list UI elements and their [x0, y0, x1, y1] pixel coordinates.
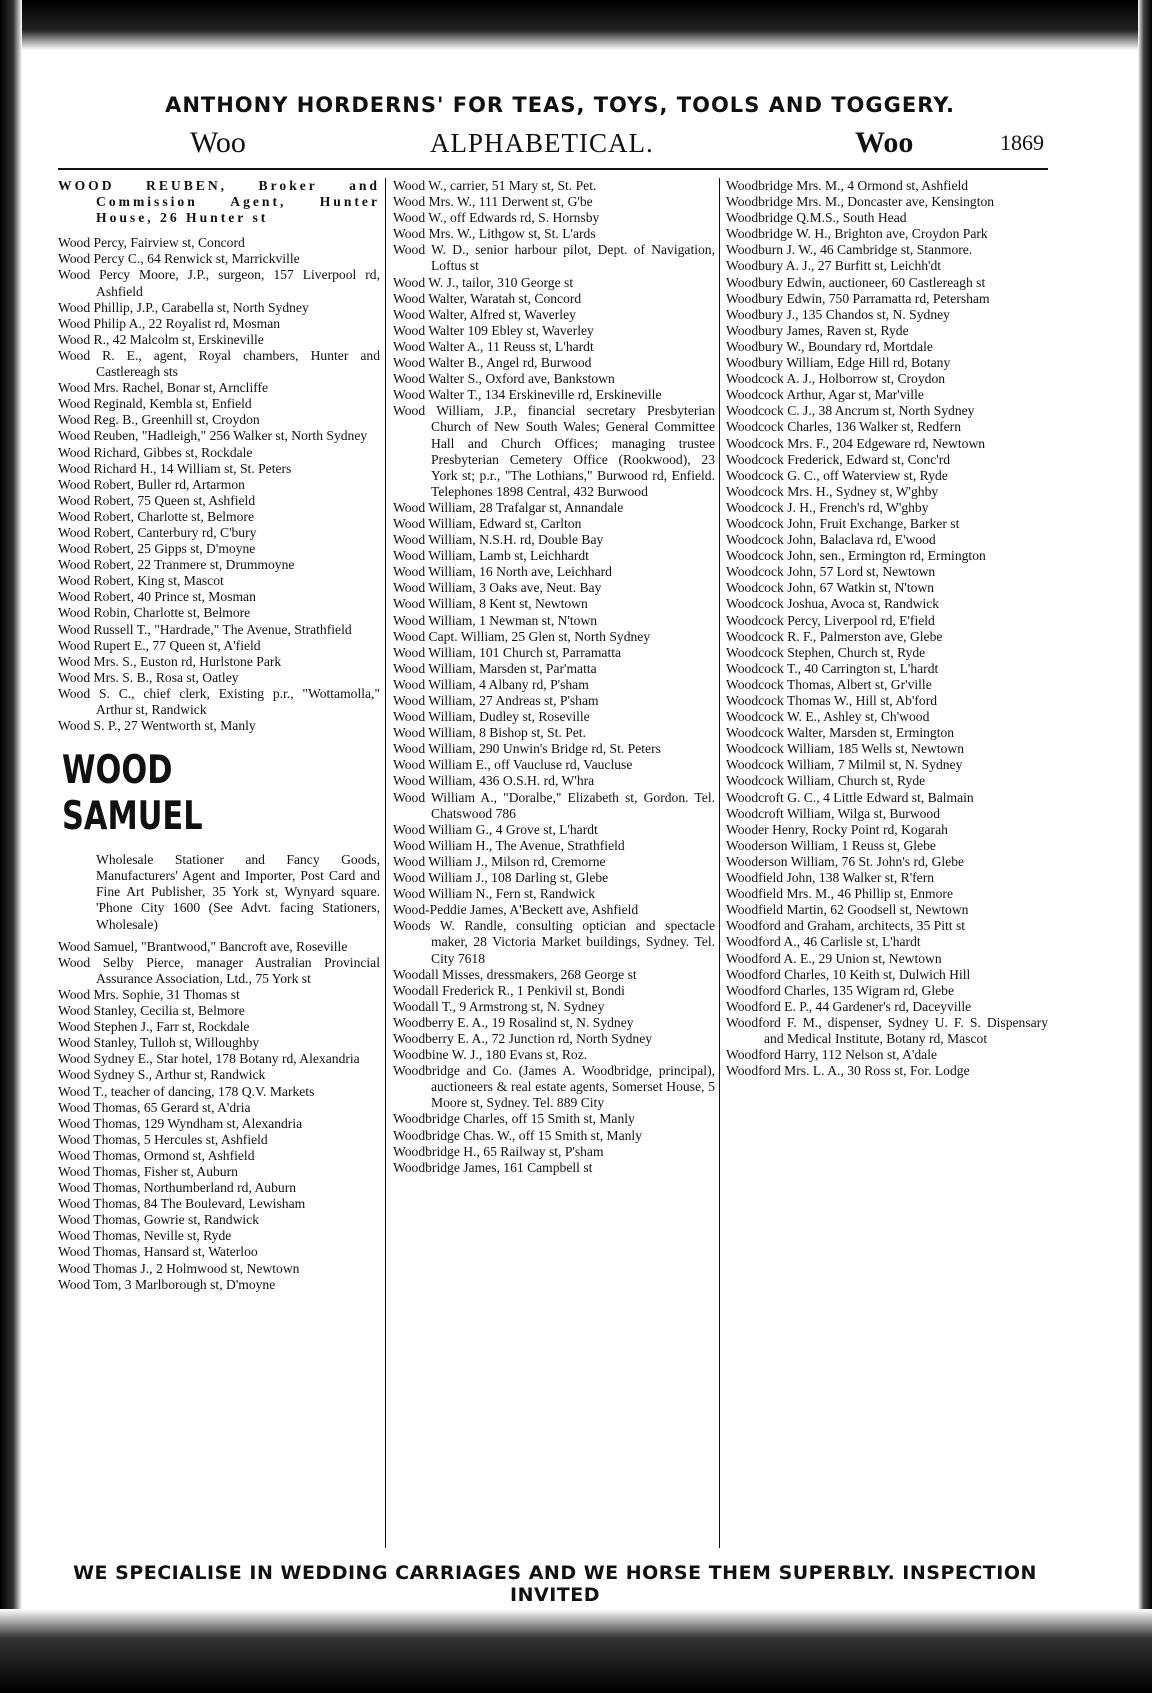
directory-entry: Wood William J., 108 Darling st, Glebe	[393, 870, 609, 886]
directory-entry: Woodcock Arthur, Agar st, Mar'ville	[726, 387, 924, 403]
directory-entry: Wood Thomas, Hansard st, Waterloo	[58, 1244, 258, 1260]
directory-entry: Wood William, Dudley st, Roseville	[393, 709, 590, 725]
directory-columns	[58, 178, 1048, 1553]
directory-entry: Woodcock A. J., Holborrow st, Croydon	[726, 371, 946, 387]
directory-entry: Wood Thomas, 5 Hercules st, Ashfield	[58, 1131, 268, 1147]
directory-entry: Wood William, 101 Church st, Parramatta	[393, 644, 622, 660]
page-number: 1869	[1000, 130, 1044, 155]
directory-entry: Woodford Charles, 135 Wigram rd, Glebe	[726, 982, 955, 998]
directory-entry: Wood William, J.P., financial secretary Presbyterian Church of New South Wales; General Committee Hall and Church Offices; managing trustee Presbyterian Cemetery Office (Rookwood), 23 York st; p.r., "The Lothians," Burwood rd, Enfield. Telephones 1898 Central, 432 Burwood	[393, 403, 715, 499]
directory-entry: Woodcock William, 185 Wells st, Newtown	[726, 741, 965, 757]
directory-entry: Wood William, Lamb st, Leichhardt	[393, 548, 589, 564]
directory-entry: Wood Mrs. Sophie, 31 Thomas st	[58, 986, 240, 1002]
directory-entry: Wood Selby Pierce, manager Australian Provincial Assurance Association, Ltd., 75 York st	[58, 954, 380, 986]
directory-entry: Woodbury A. J., 27 Burfitt st, Leichh'dt	[726, 258, 942, 274]
directory-entry: Wood Robert, 25 Gipps st, D'moyne	[58, 541, 256, 557]
directory-entry: Woodcock T., 40 Carrington st, L'hardt	[726, 660, 939, 676]
directory-entry: Wood William N., Fern st, Randwick	[393, 886, 595, 902]
guide-word-right: Woo	[855, 126, 914, 159]
directory-entry: Woodcock Walter, Marsden st, Ermington	[726, 725, 955, 741]
directory-entry: Wood Walter, Waratah st, Concord	[393, 290, 582, 306]
directory-entry: Wood Percy C., 64 Renwick st, Marrickville	[58, 251, 300, 267]
directory-entry: Wood Thomas, 129 Wyndham st, Alexandria	[58, 1115, 303, 1131]
directory-entry: Woodbridge Q.M.S., South Head	[726, 210, 907, 226]
directory-entry: Woodcock Mrs. F., 204 Edgeware rd, Newtown	[726, 435, 986, 451]
directory-entry: Wood-Peddie James, A'Beckett ave, Ashfield	[393, 902, 639, 918]
scan-edge-top	[0, 0, 1152, 50]
directory-entry: Wood Reuben, "Hadleigh," 256 Walker st, North Sydney	[58, 428, 368, 444]
directory-entry: Wood Capt. William, 25 Glen st, North Sydney	[393, 628, 651, 644]
directory-entry: Wood Richard H., 14 William st, St. Peters	[58, 460, 292, 476]
column-divider	[719, 178, 720, 1548]
directory-entry: Wood William, 290 Unwin's Bridge rd, St. Peters	[393, 741, 661, 757]
directory-entry: Wood Thomas, Neville st, Ryde	[58, 1228, 232, 1244]
directory-entry: Wood Percy Moore, J.P., surgeon, 157 Liverpool rd, Ashfield	[58, 267, 380, 299]
section-title: ALPHABETICAL.	[430, 128, 654, 158]
directory-entry: Wood William, 1 Newman st, N'town	[393, 612, 598, 628]
directory-entry: Woodbridge Mrs. M., 4 Ormond st, Ashfield	[726, 178, 969, 193]
directory-entry: Wood William A., "Doralbe," Elizabeth st, Gordon. Tel. Chatswood 786	[393, 789, 715, 821]
directory-entry: Wood William, Edward st, Carlton	[393, 515, 582, 531]
directory-entry: Wood Robert, 75 Queen st, Ashfield	[58, 492, 256, 508]
directory-entry: Wood Thomas, 65 Gerard st, A'dria	[58, 1099, 251, 1115]
directory-entry: Wood William, Marsden st, Par'matta	[393, 660, 597, 676]
directory-entry: Woodcock G. C., off Waterview st, Ryde	[726, 467, 948, 483]
directory-entry: Woodcock Mrs. H., Sydney st, W'ghby	[726, 483, 939, 499]
directory-entry: Woodcock Charles, 136 Walker st, Redfern	[726, 419, 962, 435]
directory-entry: Wood Thomas J., 2 Holmwood st, Newtown	[58, 1260, 300, 1276]
directory-entry: Woodbridge Charles, off 15 Smith st, Manly	[393, 1111, 635, 1127]
directory-entry: Woodcroft William, Wilga st, Burwood	[726, 805, 941, 821]
directory-entry: Wood Robert, 40 Prince st, Mosman	[58, 589, 256, 605]
directory-entry: Wood Robert, King st, Mascot	[58, 573, 224, 589]
directory-entry: Wood Sydney S., Arthur st, Randwick	[58, 1067, 266, 1083]
directory-entry: Wood Robert, Charlotte st, Belmore	[58, 508, 254, 524]
directory-entry: Woodford E. P., 44 Gardener's rd, Daceyville	[726, 998, 972, 1014]
directory-entry: Woodbridge W. H., Brighton ave, Croydon Park	[726, 226, 988, 242]
directory-entry: Wood William, 28 Trafalgar st, Annandale	[393, 499, 624, 515]
directory-entry: Woodford Charles, 10 Keith st, Dulwich Hill	[726, 966, 971, 982]
directory-entry: Woodford F. M., dispenser, Sydney U. F. S. Dispensary and Medical Institute, Botany rd, Mascot	[726, 1014, 1048, 1046]
directory-entry: Wood T., teacher of dancing, 178 Q.V. Markets	[58, 1083, 315, 1099]
directory-entry: Woodburn J. W., 46 Cambridge st, Stanmore.	[726, 242, 973, 258]
directory-entry: Woodcock William, 7 Milmil st, N. Sydney	[726, 757, 963, 773]
directory-entry: Wood Mrs. S. B., Rosa st, Oatley	[58, 669, 239, 685]
directory-entry: Woodbridge H., 65 Railway st, P'sham	[393, 1143, 604, 1159]
directory-entry: Woodall Misses, dressmakers, 268 George st	[393, 966, 637, 982]
directory-entry: Woodcock Thomas, Albert st, Gr'ville	[726, 676, 932, 692]
directory-entry: Wood William H., The Avenue, Strathfield	[393, 837, 625, 853]
directory-entry: Woodfield Martin, 62 Goodsell st, Newtown	[726, 902, 969, 918]
directory-entry: Wood William, 16 North ave, Leichhard	[393, 564, 612, 580]
directory-entry: Wood Thomas, Gowrie st, Randwick	[58, 1212, 260, 1228]
directory-entry: Woodbury William, Edge Hill rd, Botany	[726, 355, 951, 371]
directory-entry: Wood William, 27 Andreas st, P'sham	[393, 693, 599, 708]
bottom-advert-banner: WE SPECIALISE IN WEDDING CARRIAGES AND WE HORSE THEM SUPERBLY. INSPECTION INVITED	[73, 1562, 1037, 1606]
directory-entry: Wood Robin, Charlotte st, Belmore	[58, 605, 251, 621]
directory-entry: Woodcock John, sen., Ermington rd, Ermington	[726, 548, 986, 564]
directory-entry: Wood Mrs. S., Euston rd, Hurlstone Park	[58, 653, 282, 669]
entry-gap	[58, 226, 380, 235]
directory-entry: Wood Thomas, Fisher st, Auburn	[58, 1163, 238, 1179]
directory-entry: Wood Reginald, Kembla st, Enfield	[58, 396, 252, 412]
directory-entry: Wood Stephen J., Farr st, Rockdale	[58, 1019, 250, 1035]
directory-entry: Woodcock J. H., French's rd, W'ghby	[726, 499, 929, 515]
directory-entry: Wood Reg. B., Greenhill st, Croydon	[58, 412, 260, 428]
running-head	[60, 126, 1060, 166]
directory-entry: Wood Thomas, 84 The Boulevard, Lewisham	[58, 1196, 306, 1212]
directory-entry: Woodberry E. A., 19 Rosalind st, N. Sydney	[393, 1014, 634, 1030]
directory-entry: Wood Percy, Fairview st, Concord	[58, 235, 245, 251]
directory-entry: Woodfield John, 138 Walker st, R'fern	[726, 870, 935, 886]
directory-entry: Wood William G., 4 Grove st, L'hardt	[393, 821, 598, 837]
directory-entry: Wood Walter A., 11 Reuss st, L'hardt	[393, 338, 594, 354]
directory-entry: Woodcock John, Fruit Exchange, Barker st	[726, 515, 960, 531]
directory-entry: Wooderson William, 76 St. John's rd, Glebe	[726, 853, 965, 869]
directory-entry: Woodbine W. J., 180 Evans st, Roz.	[393, 1047, 588, 1063]
header-rule	[58, 168, 1048, 170]
directory-entry: Woodbury Edwin, auctioneer, 60 Castlereagh st	[726, 274, 986, 290]
directory-entry: Wood Stanley, Tulloh st, Willoughby	[58, 1035, 260, 1051]
directory-column-2	[393, 178, 715, 1553]
directory-entry: Woodcock William, Church st, Ryde	[726, 773, 926, 789]
directory-entry: Woodford A., 46 Carlisle st, L'hardt	[726, 934, 921, 950]
directory-entry: Woodbridge and Co. (James A. Woodbridge, principal), auctioneers & real estate agents, Somerset House, 5 Moore st, Sydney. Tel. 889 City	[393, 1063, 715, 1111]
scan-edge-right	[1138, 0, 1152, 1693]
directory-entry: Wooder Henry, Rocky Point rd, Kogarah	[726, 821, 948, 837]
directory-entry: Wood Russell T., "Hardrade," The Avenue, Strathfield	[58, 621, 352, 637]
directory-entry: Wood Walter 109 Ebley st, Waverley	[393, 322, 594, 338]
directory-entry: Wood Rupert E., 77 Queen st, A'field	[58, 637, 261, 653]
directory-entry: Wood Phillip, J.P., Carabella st, North Sydney	[58, 299, 309, 315]
listing-description: Wholesale Stationer and Fancy Goods, Manufacturers' Agent and Importer, Post Card and Fine Art Publisher, 35 York st, Wynyard square. 'Phone City 1600 (See Advt. facing Stationers, Wholesale)	[96, 852, 380, 932]
directory-entry: Woodberry E. A., 72 Junction rd, North Sydney	[393, 1030, 653, 1046]
directory-entry: Wood William, N.S.H. rd, Double Bay	[393, 532, 604, 548]
directory-entry: Wood S. P., 27 Wentworth st, Manly	[58, 718, 256, 734]
listing-heading: WOOD SAMUEL	[62, 748, 203, 840]
directory-entry: Wood William, 8 Bishop st, St. Pet.	[393, 725, 586, 741]
directory-entry: Woodbury James, Raven st, Ryde	[726, 322, 909, 338]
directory-entry: Woodbridge Chas. W., off 15 Smith st, Manly	[393, 1127, 643, 1143]
directory-entry: Woodcock Joshua, Avoca st, Randwick	[726, 596, 940, 612]
directory-entry: Woodcock R. F., Palmerston ave, Glebe	[726, 628, 943, 644]
directory-entry: Woodfield Mrs. M., 46 Phillip st, Enmore	[726, 886, 953, 902]
directory-entry: Woodcock John, 67 Watkin st, N'town	[726, 580, 935, 596]
directory-column-1	[58, 178, 380, 1553]
directory-entry: Woodall T., 9 Armstrong st, N. Sydney	[393, 998, 605, 1014]
directory-entry: Woodbury W., Boundary rd, Mortdale	[726, 338, 933, 354]
directory-entry: Wood William J., Milson rd, Cremorne	[393, 853, 606, 869]
directory-column-3	[726, 178, 1048, 1553]
directory-entry: Wood Mrs. Rachel, Bonar st, Arncliffe	[58, 380, 269, 396]
directory-entry: Wood Tom, 3 Marlborough st, D'moyne	[58, 1276, 276, 1292]
directory-entry: Woodcock Stephen, Church st, Ryde	[726, 644, 926, 660]
directory-entry: Wood R. E., agent, Royal chambers, Hunter and Castlereagh sts	[58, 347, 380, 380]
directory-entry: Woodcroft G. C., 4 Little Edward st, Balmain	[726, 789, 974, 805]
directory-entry: Woodford Harry, 112 Nelson st, A'dale	[726, 1047, 938, 1063]
directory-entry: WOOD REUBEN, Broker and Commission Agent, Hunter House, 26 Hunter st	[58, 178, 380, 226]
scan-edge-left	[0, 0, 22, 1693]
directory-entry: Wood Mrs. W., 111 Derwent st, G'be	[393, 194, 593, 210]
directory-entry: Woodbridge James, 161 Campbell st	[393, 1159, 593, 1175]
column-divider	[385, 178, 386, 1548]
directory-entry: Woodford and Graham, architects, 35 Pitt st	[726, 918, 966, 934]
directory-entry: Wood William E., off Vaucluse rd, Vaucluse	[393, 757, 633, 773]
directory-entry: Wood William, 3 Oaks ave, Neut. Bay	[393, 580, 602, 596]
directory-entry: Wood W., off Edwards rd, S. Hornsby	[393, 210, 600, 226]
directory-entry: Wood Walter B., Angel rd, Burwood	[393, 355, 592, 371]
directory-entry: Wood Robert, 22 Tranmere st, Drummoyne	[58, 557, 295, 573]
top-advert-banner: ANTHONY HORDERNS' FOR TEAS, TOYS, TOOLS AND TOGGERY.	[165, 93, 955, 117]
directory-entry: Woodcock John, Balaclava rd, E'wood	[726, 532, 936, 548]
directory-entry: Woodford Mrs. L. A., 30 Ross st, For. Lodge	[726, 1063, 970, 1079]
directory-entry: Wood William, 8 Kent st, Newtown	[393, 596, 588, 612]
directory-entry: Wood S. C., chief clerk, Existing p.r., "Wottamolla," Arthur st, Randwick	[58, 685, 380, 717]
directory-entry: Wood Walter, Alfred st, Waverley	[393, 306, 576, 322]
directory-entry: Woodcock Thomas W., Hill st, Ab'ford	[726, 693, 938, 708]
directory-entry: Woodbridge Mrs. M., Doncaster ave, Kensington	[726, 194, 995, 210]
directory-entry: Wood Walter T., 134 Erskineville rd, Erskineville	[393, 387, 662, 403]
directory-entry: Woods W. Randle, consulting optician and spectacle maker, 28 Victoria Market buildings, Sydney. Tel. City 7618	[393, 918, 715, 966]
directory-entry: Wood W., carrier, 51 Mary st, St. Pet.	[393, 178, 597, 193]
directory-entry: Wood Thomas, Northumberland rd, Auburn	[58, 1180, 297, 1196]
directory-entry: Wood Samuel, "Brantwood," Bancroft ave, Roseville	[58, 938, 348, 954]
directory-entry: Wood R., 42 Malcolm st, Erskineville	[58, 331, 264, 347]
guide-word-left: Woo	[190, 126, 246, 159]
directory-entry: Woodbury J., 135 Chandos st, N. Sydney	[726, 306, 950, 322]
directory-entry: Wood William, 436 O.S.H. rd, W'hra	[393, 773, 595, 789]
directory-entry: Wood Richard, Gibbes st, Rockdale	[58, 444, 253, 460]
directory-entry: Wood W. D., senior harbour pilot, Dept. of Navigation, Loftus st	[393, 242, 715, 274]
directory-entry: Woodbury Edwin, 750 Parramatta rd, Petersham	[726, 290, 990, 306]
directory-entry: Woodcock C. J., 38 Ancrum st, North Sydney	[726, 403, 975, 419]
directory-entry: Woodcock Percy, Liverpool rd, E'field	[726, 612, 935, 628]
directory-entry: Wood Thomas, Ormond st, Ashfield	[58, 1147, 255, 1163]
directory-entry: Wood Philip A., 22 Royalist rd, Mosman	[58, 315, 281, 331]
directory-entry: Wood Stanley, Cecilia st, Belmore	[58, 1003, 245, 1019]
directory-entry: Wooderson William, 1 Reuss st, Glebe	[726, 837, 936, 853]
directory-entry: Woodcock W. E., Ashley st, Ch'wood	[726, 709, 930, 725]
directory-entry: Wood William, 4 Albany rd, P'sham	[393, 676, 589, 692]
directory-entry: Woodcock Frederick, Edward st, Conc'rd	[726, 451, 951, 467]
directory-entry: Wood Walter S., Oxford ave, Bankstown	[393, 371, 615, 387]
directory-entry: Woodford A. E., 29 Union st, Newtown	[726, 950, 942, 966]
directory-entry: Wood Mrs. W., Lithgow st, St. L'ards	[393, 226, 596, 242]
directory-entry: Wood W. J., tailor, 310 George st	[393, 274, 574, 290]
directory-entry: Wood Robert, Buller rd, Artarmon	[58, 476, 245, 492]
directory-entry: Wood Robert, Canterbury rd, C'bury	[58, 524, 257, 540]
directory-entry: Woodcock John, 57 Lord st, Newtown	[726, 564, 936, 580]
scan-edge-bottom	[0, 1609, 1152, 1693]
directory-entry: Wood Sydney E., Star hotel, 178 Botany rd, Alexandria	[58, 1051, 360, 1067]
directory-entry: Woodall Frederick R., 1 Penkivil st, Bondi	[393, 982, 625, 998]
